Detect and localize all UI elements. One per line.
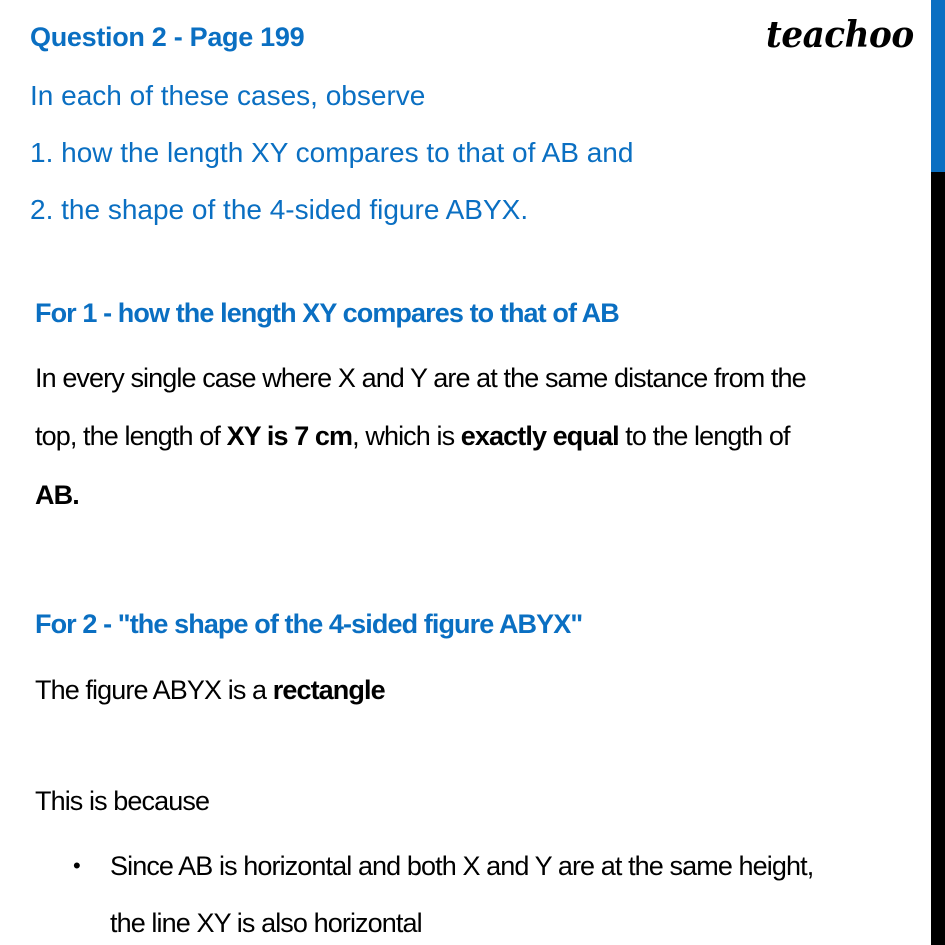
- bullet-icon: •: [73, 853, 81, 878]
- part1-line-2-post: to the length of: [618, 421, 790, 451]
- part2-answer: [35, 675, 385, 706]
- side-accent-bar-black: [931, 172, 945, 945]
- part1-line-2: [35, 421, 790, 452]
- part1-heading: For 1 - how the length XY compares to that of AB: [35, 298, 619, 328]
- part1-line-2-pre: top, the length of: [35, 421, 227, 451]
- part1-line-1: In every single case where X and Y are at the same distance from the: [35, 363, 806, 393]
- question-item-2: 2. the shape of the 4-sided figure ABYX.: [30, 194, 529, 225]
- part1-xy-length: XY is 7 cm: [226, 421, 353, 451]
- part1-line-3: AB.: [35, 480, 79, 510]
- part2-answer-pre: The figure ABYX is a: [35, 675, 273, 705]
- question-item-1: 1. how the length XY compares to that of AB and: [30, 137, 634, 168]
- part2-reason-intro: This is because: [35, 786, 210, 816]
- part2-answer-rectangle: rectangle: [272, 675, 385, 705]
- part2-heading: For 2 - "the shape of the 4-sided figure ABYX": [35, 609, 583, 639]
- part1-line-2-mid: , which is: [352, 421, 461, 451]
- bullet-line-1: Since AB is horizontal and both X and Y are at the same height,: [110, 851, 814, 881]
- page-title: Question 2 - Page 199: [30, 22, 305, 52]
- bullet-line-2: the line XY is also horizontal: [110, 908, 422, 938]
- side-accent-bar-blue: [931, 0, 945, 172]
- part1-exactly-equal: exactly equal: [460, 421, 619, 451]
- teachoo-logo: teachoo: [766, 14, 914, 56]
- question-intro: In each of these cases, observe: [30, 80, 426, 111]
